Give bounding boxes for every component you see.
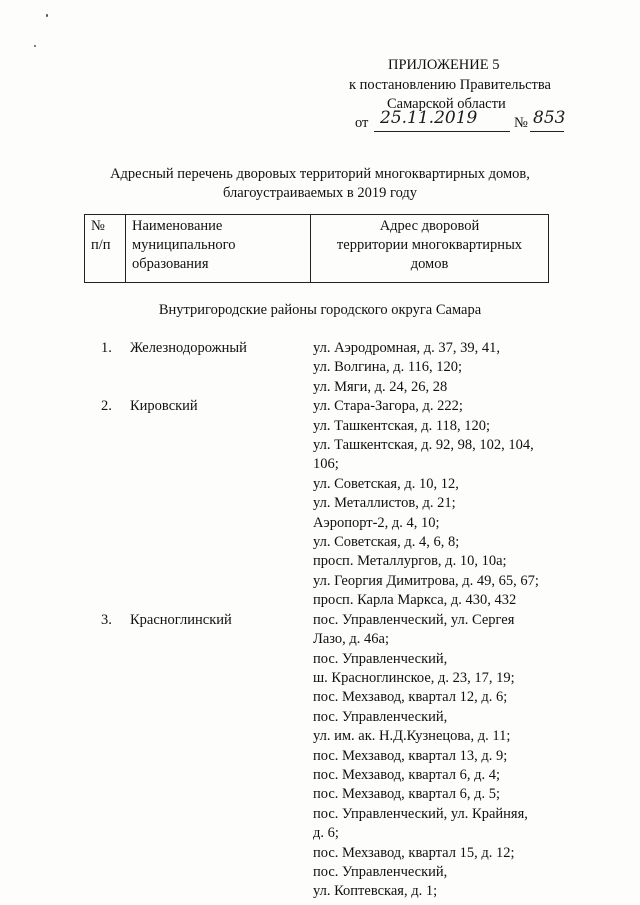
list-item (0, 611, 640, 902)
address-line: д. 6; (313, 825, 339, 842)
address-line: пос. Мехзавод, квартал 6, д. 5; (313, 786, 500, 803)
handwritten-number: 853 (533, 108, 566, 128)
header-number-line-2: п/п (91, 237, 111, 253)
address-line: пос. Управленческий, (313, 650, 448, 667)
header-cell-number (85, 215, 126, 283)
address-line: пос. Мехзавод, квартал 12, д. 6; (313, 689, 508, 706)
date-from-label: от (355, 115, 369, 131)
address-line: просп. Металлургов, д. 10, 10а; (313, 553, 507, 570)
address-line: пос. Мехзавод, квартал 13, д. 9; (313, 747, 508, 764)
list-item (0, 397, 640, 610)
header-name-line-3: образования (132, 256, 209, 272)
header-address-line-3: домов (410, 256, 449, 272)
address-line: 106; (313, 456, 339, 473)
address-line: ш. Красноглинское, д. 23, 17, 19; (313, 669, 515, 686)
address-line: ул. Советская, д. 10, 12, (313, 475, 459, 492)
address-line: пос. Мехзавод, квартал 6, д. 4; (313, 766, 500, 783)
header-address-line-1: Адрес дворовой (379, 218, 480, 234)
address-line: пос. Управленческий, ул. Крайняя, (313, 805, 528, 822)
address-block (313, 611, 553, 902)
address-line: ул. Металлистов, д. 21; (313, 495, 456, 512)
address-block (313, 339, 553, 397)
header-cell-municipality (126, 215, 311, 283)
handwritten-date: 25.11.2019 (380, 108, 478, 128)
header-name-line-2: муниципального (132, 237, 236, 253)
address-line: ул. Георгия Димитрова, д. 49, 65, 67; (313, 572, 539, 589)
address-line: пос. Управленческий, (313, 863, 448, 880)
address-line: Аэропорт-2, д. 4, 10; (313, 514, 440, 531)
document-title-line-2: благоустраиваемых в 2019 году (222, 185, 418, 201)
list-item (0, 339, 640, 397)
address-list (0, 339, 640, 902)
column-header-table (84, 214, 549, 283)
header-address-line-2: территории многоквартирных (336, 237, 523, 253)
number-label: № (514, 115, 528, 131)
address-line: ул. Коптевская, д. 1; (313, 883, 438, 900)
address-line: пос. Управленческий, ул. Сергея (313, 611, 515, 628)
address-line: ул. Мяги, д. 24, 26, 28 (313, 378, 448, 395)
number-underline (530, 131, 564, 132)
header-number-line-1: № (91, 218, 105, 234)
address-line: ул. Волгина, д. 116, 120; (313, 359, 463, 376)
municipality-name: Кировский (130, 398, 198, 415)
address-line: ул. Аэродромная, д. 37, 39, 41, (313, 340, 501, 356)
address-line: ул. Ташкентская, д. 118, 120; (313, 417, 491, 434)
row-number: 3. (101, 611, 112, 628)
municipality-name: Железнодорожный (130, 340, 247, 356)
address-line: ул. Ташкентская, д. 92, 98, 102, 104, (313, 437, 534, 454)
address-line: ул. Советская, д. 4, 6, 8; (313, 534, 460, 551)
scan-mark (34, 45, 36, 47)
address-line: ул. им. ак. Н.Д.Кузнецова, д. 11; (313, 728, 511, 745)
header-name-line-1: Наименование (132, 218, 223, 234)
address-line: просп. Карла Маркса, д. 430, 432 (313, 592, 517, 609)
address-line: пос. Мехзавод, квартал 15, д. 12; (313, 844, 515, 861)
address-block (313, 397, 553, 610)
address-line: пос. Управленческий, (313, 708, 448, 725)
address-line: ул. Стара-Загора, д. 222; (313, 398, 463, 415)
header-cell-address (311, 215, 549, 283)
address-line: Лазо, д. 46а; (313, 631, 390, 648)
date-underline (374, 131, 510, 132)
row-number: 2. (101, 398, 112, 415)
document-title-line-1: Адресный перечень дворовых территорий многоквартирных домов, (110, 166, 530, 182)
row-number: 1. (101, 340, 112, 356)
section-title: Внутригородские районы городского округа Самара (158, 302, 482, 318)
header-line-2: к постановлению Правительства (349, 77, 551, 93)
header-line-3: Самарской области (387, 96, 506, 112)
appendix-label: ПРИЛОЖЕНИЕ 5 (388, 57, 500, 73)
municipality-name: Красноглинский (130, 611, 232, 628)
scan-mark (46, 14, 48, 17)
